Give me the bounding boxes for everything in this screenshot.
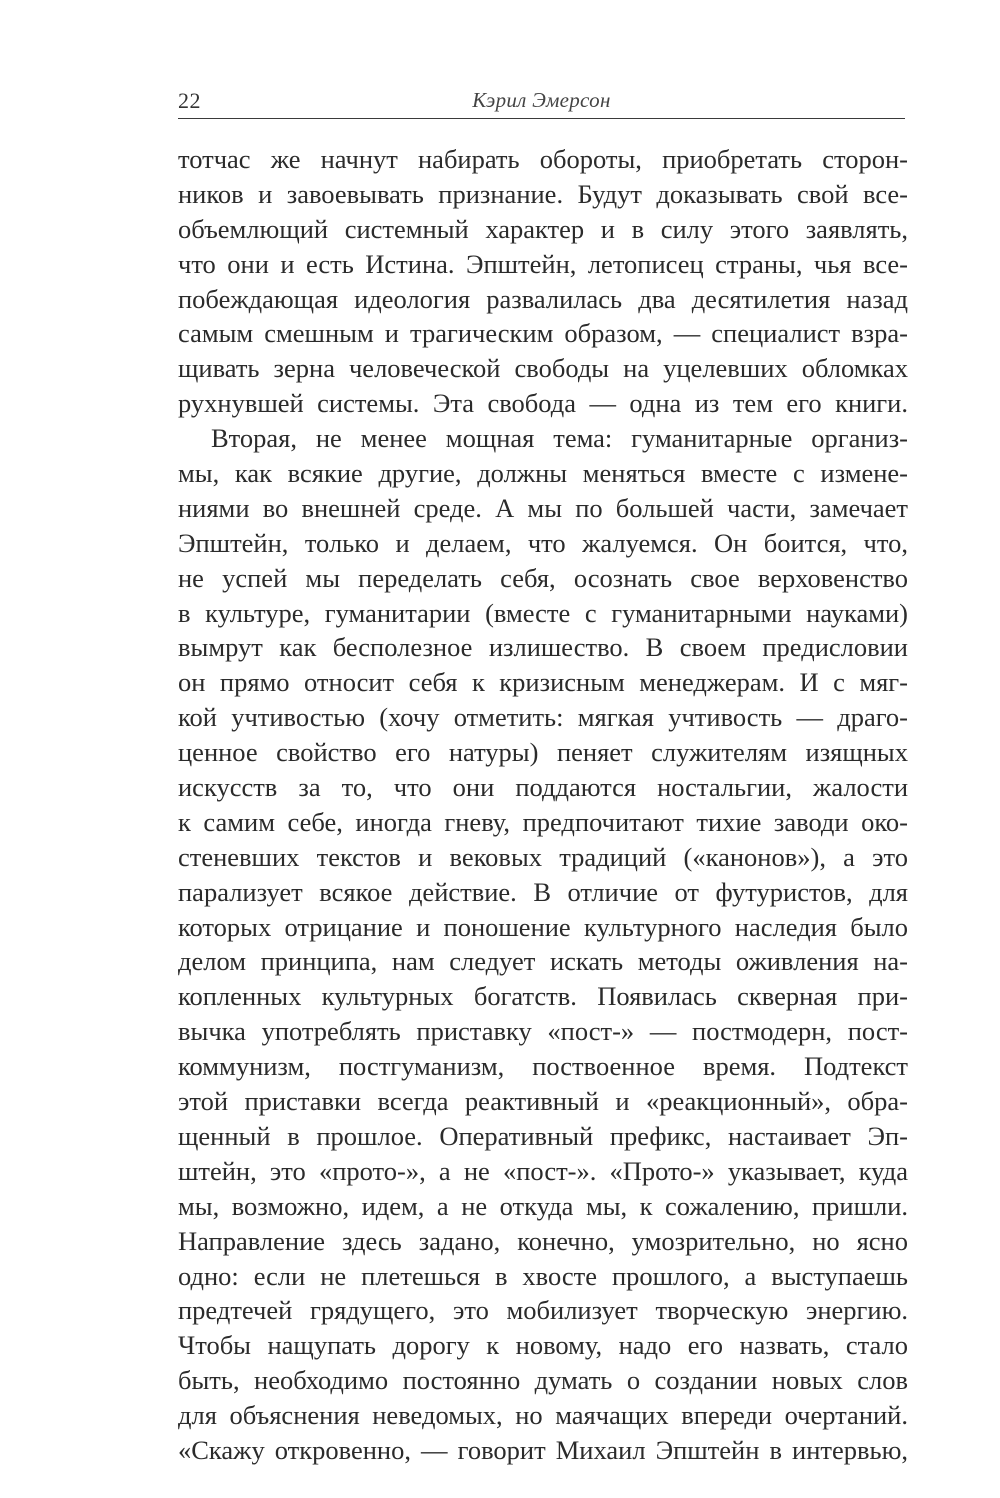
running-head xyxy=(178,86,905,119)
paragraph-2 xyxy=(178,421,908,1468)
text-line: Направление здесь задано, конечно, умозрительно, но ясно xyxy=(178,1225,908,1256)
text-line: быть, необходимо постоянно думать о создании новых слов xyxy=(178,1365,908,1396)
text-line: мы, возможно, идем, а не откуда мы, к сожалению, пришли. xyxy=(178,1190,908,1221)
text-line: побеждающая идеология развалилась два десятилетия назад xyxy=(178,283,908,314)
text-line: ников и завоевывать признание. Будут доказывать свой все- xyxy=(178,178,908,209)
text-line: Эпштейн, только и делаем, что жалуемся. Он боится, что, xyxy=(178,527,908,558)
text-line: одно: если не плетешься в хвосте прошлого, а выступаешь xyxy=(178,1260,908,1291)
text-line: он прямо относит себя к кризисным менеджерам. И с мяг- xyxy=(178,667,908,698)
text-line: штейн, это «прото-», а не «пост-». «Прото-» указывает, куда xyxy=(178,1155,908,1186)
text-line: щенный в прошлое. Оперативный префикс, настаивает Эп- xyxy=(178,1120,908,1151)
text-line: ниями во внешней среде. А мы по большей части, замечает xyxy=(178,492,908,523)
text-line: вычка употреблять приставку «пост-» — постмодерн, пост- xyxy=(178,1016,908,1047)
text-line: рухнувшей системы. Эта свобода — одна из тем его книги. xyxy=(178,388,908,419)
text-line: искусств за то, что они поддаются ностальгии, жалости xyxy=(178,772,908,803)
text-line: стеневших текстов и вековых традиций («канонов»), а это xyxy=(178,841,908,872)
text-line: в культуре, гуманитарии (вместе с гуманитарными науками) xyxy=(178,597,908,628)
body-text xyxy=(178,142,908,1468)
text-line: которых отрицание и поношение культурного наследия было xyxy=(178,911,908,942)
text-line: щивать зерна человеческой свободы на уцелевших обломках xyxy=(178,353,908,384)
text-line: «Скажу откровенно, — говорит Михаил Эпштейн в интервью, xyxy=(178,1434,908,1465)
text-line: самым смешным и трагическим образом, — специалист взра- xyxy=(178,318,908,349)
text-line: этой приставки всегда реактивный и «реакционный», обра- xyxy=(178,1086,908,1117)
text-line: копленных культурных богатств. Появилась скверная при- xyxy=(178,981,908,1012)
text-line: объемлющий системный характер и в силу этого заявлять, xyxy=(178,213,908,244)
text-line: предтечей грядущего, это мобилизует творческую энергию. xyxy=(178,1295,908,1326)
text-line: что они и есть Истина. Эпштейн, летописец страны, чья все- xyxy=(178,248,908,279)
text-line: Вторая, не менее мощная тема: гуманитарные организ- xyxy=(211,423,908,454)
text-line: для объяснения неведомых, но маячащих впереди очертаний. xyxy=(178,1400,908,1431)
paragraph-1 xyxy=(178,142,908,421)
text-line: тотчас же начнут набирать обороты, приобретать сторон- xyxy=(178,144,908,174)
text-line: вымрут как бесполезное излишество. В своем предисловии xyxy=(178,632,908,663)
text-line: коммунизм, постгуманизм, поствоенное время. Подтекст xyxy=(178,1051,908,1082)
text-line: Чтобы нащупать дорогу к новому, надо его назвать, стало xyxy=(178,1330,908,1361)
running-title: Кэрил Эмерсон xyxy=(472,88,611,112)
text-line: ценное свойство его натуры) пеняет служителям изящных xyxy=(178,737,908,768)
text-line: к самим себе, иногда гневу, предпочитают тихие заводи око- xyxy=(178,806,908,837)
text-line: мы, как всякие другие, должны меняться вместе с измене- xyxy=(178,458,908,489)
page-number: 22 xyxy=(178,88,201,113)
text-line: парализует всякое действие. В отличие от футуристов, для xyxy=(178,876,908,907)
text-line: кой учтивостью (хочу отметить: мягкая учтивость — драго- xyxy=(178,702,908,733)
text-line: не успей мы переделать себя, осознать свое верховенство xyxy=(178,562,908,593)
text-line: делом принципа, нам следует искать методы оживления на- xyxy=(178,946,908,977)
